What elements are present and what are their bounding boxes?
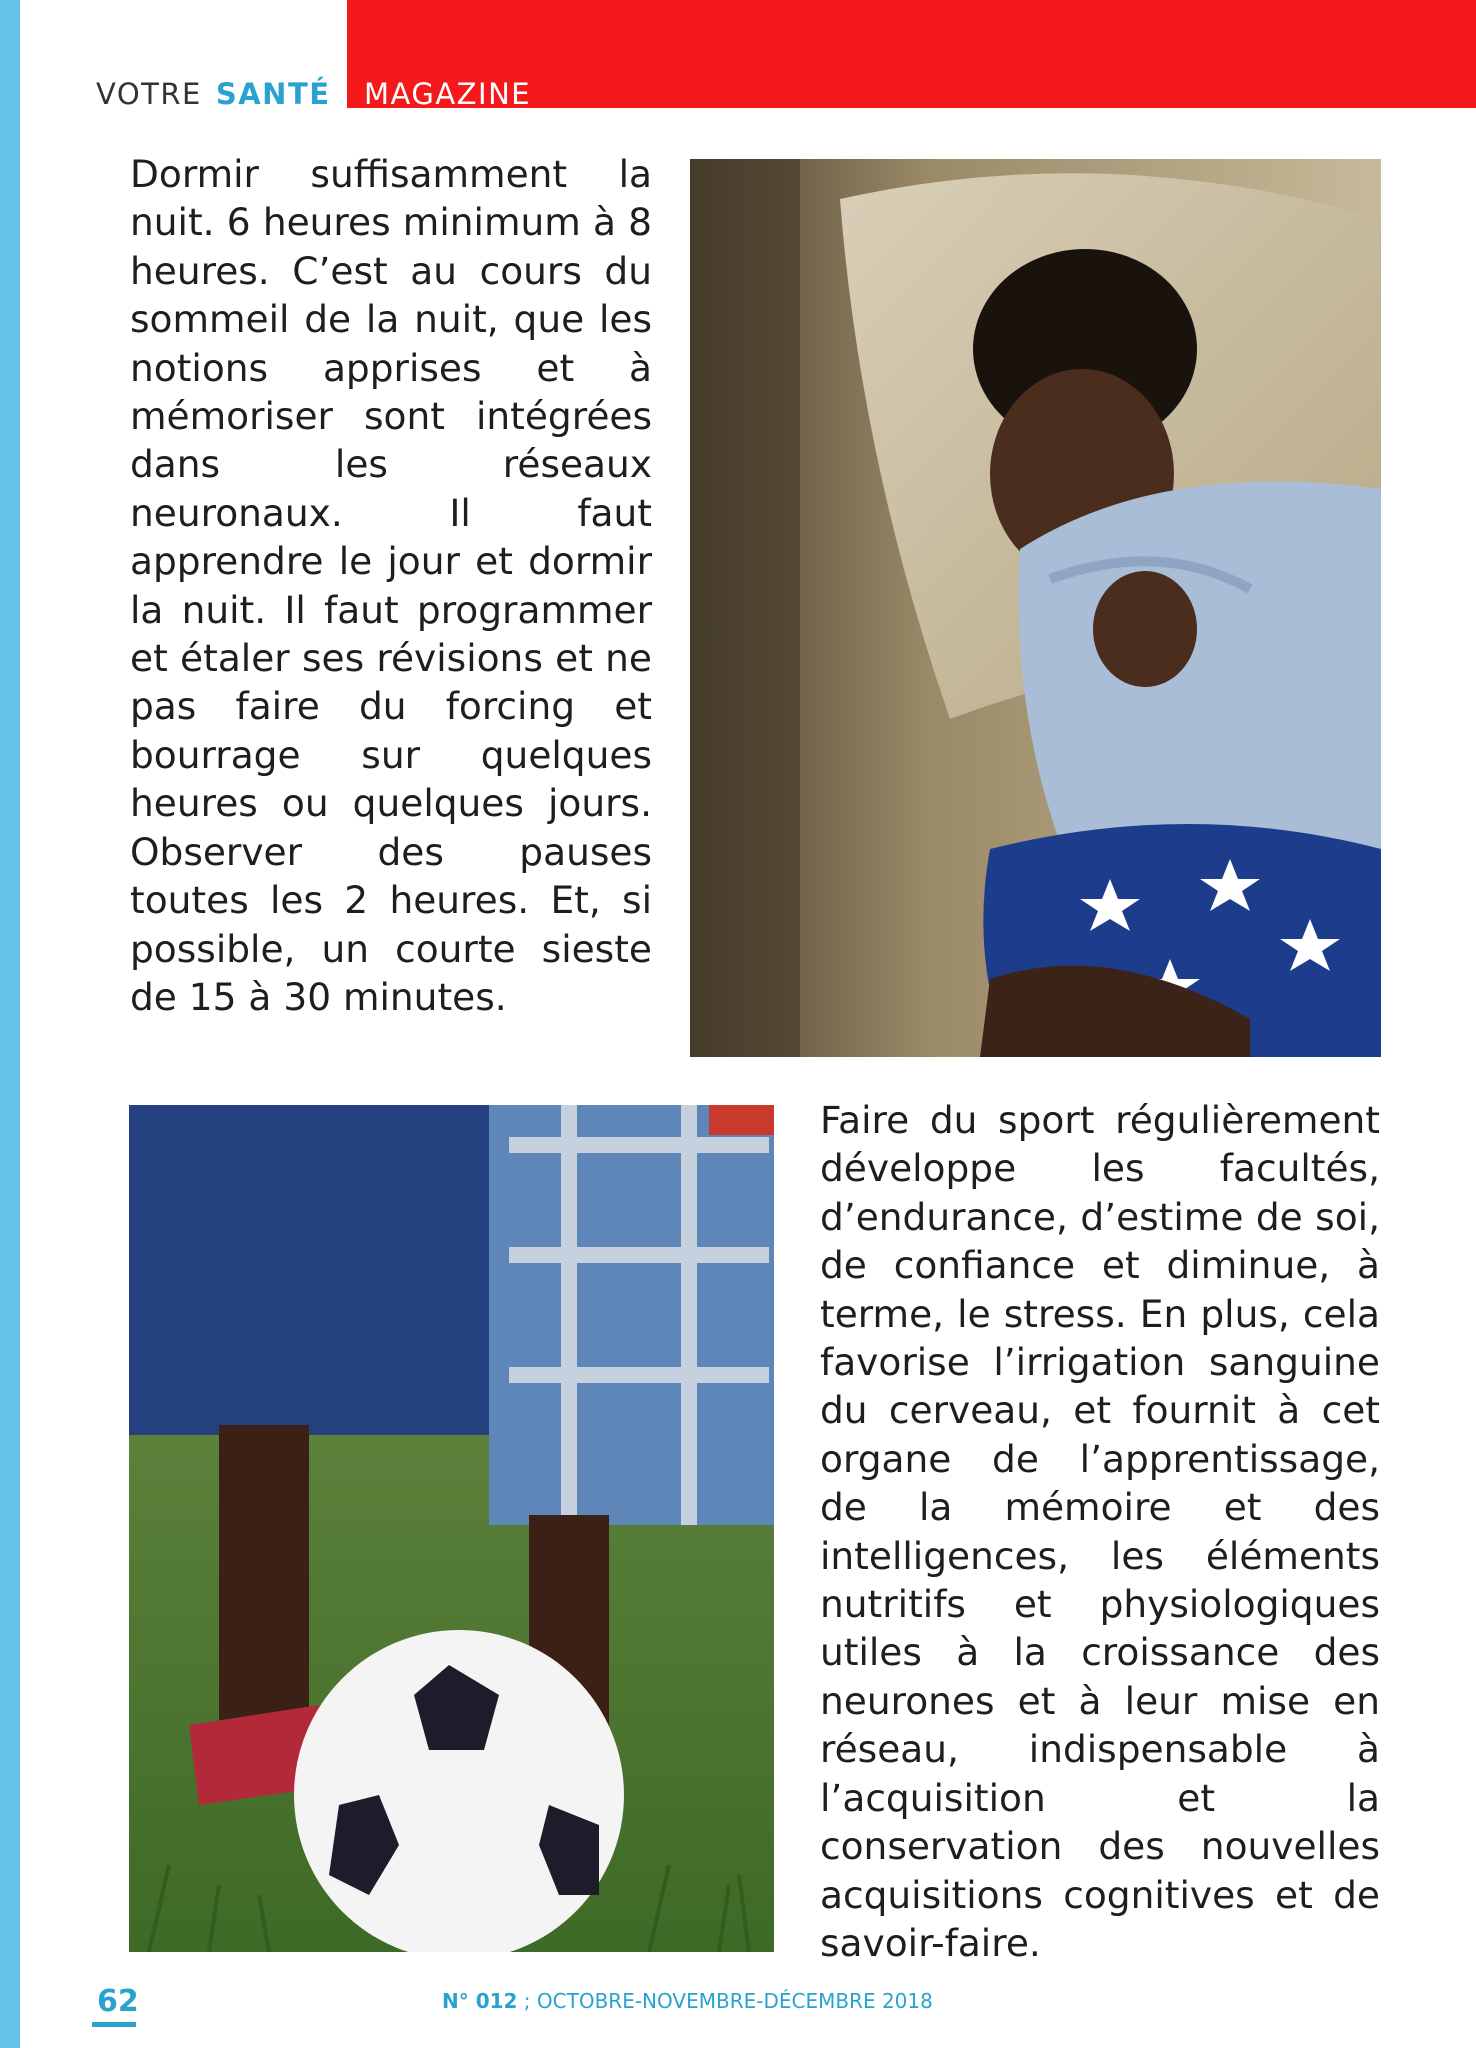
soccer-ball-photo — [129, 1105, 774, 1952]
sport-paragraph: Faire du sport régulièrement développe les facultés, d’endurance, d’estime de soi, de confiance et diminue, à terme, le stress. En plus, cela favorise l’irrigation sanguine du cerveau, et fournit à cet organe de l’apprentissage, de la mémoire et des intelligences, les éléments nutritifs et physiologiques utiles à la croissance des neurones et à leur mise en réseau, indispensable à l’acquisition et la conservation des nouvelles acquisitions cognitives et de savoir-faire. — [820, 1098, 1380, 1965]
issue-number: N° 012 — [442, 1989, 518, 2013]
sleep-paragraph: Dormir suffisamment la nuit. 6 heures minimum à 8 heures. C’est au cours du sommeil de la nuit, que les notions apprises et à mémoriser sont intégrées dans les réseaux neuronaux. Il faut apprendre le jour et dormir la nuit. Il faut programmer et étaler ses révisions et ne pas faire du forcing et bourrage sur quelques heures ou quelques jours. Observer des pauses toutes les 2 heures. Et, si possible, un courte sieste de 15 à 30 minutes. — [130, 152, 652, 1019]
page-number: 62 — [97, 1984, 139, 2019]
child-resting-photo — [690, 159, 1381, 1057]
left-accent-bar — [0, 0, 20, 2048]
issue-line — [442, 1987, 933, 2015]
masthead-votre: VOTRE — [96, 77, 202, 111]
page-number-underline — [92, 2022, 136, 2027]
child-photo-illustration — [690, 159, 1381, 1057]
issue-period: ; OCTOBRE-NOVEMBRE-DÉCEMBRE 2018 — [517, 1989, 933, 2013]
masthead-magazine: MAGAZINE — [364, 77, 532, 111]
soccer-photo-illustration — [129, 1105, 774, 1952]
masthead-sante: SANTÉ — [215, 77, 331, 111]
magazine-masthead — [96, 76, 532, 112]
